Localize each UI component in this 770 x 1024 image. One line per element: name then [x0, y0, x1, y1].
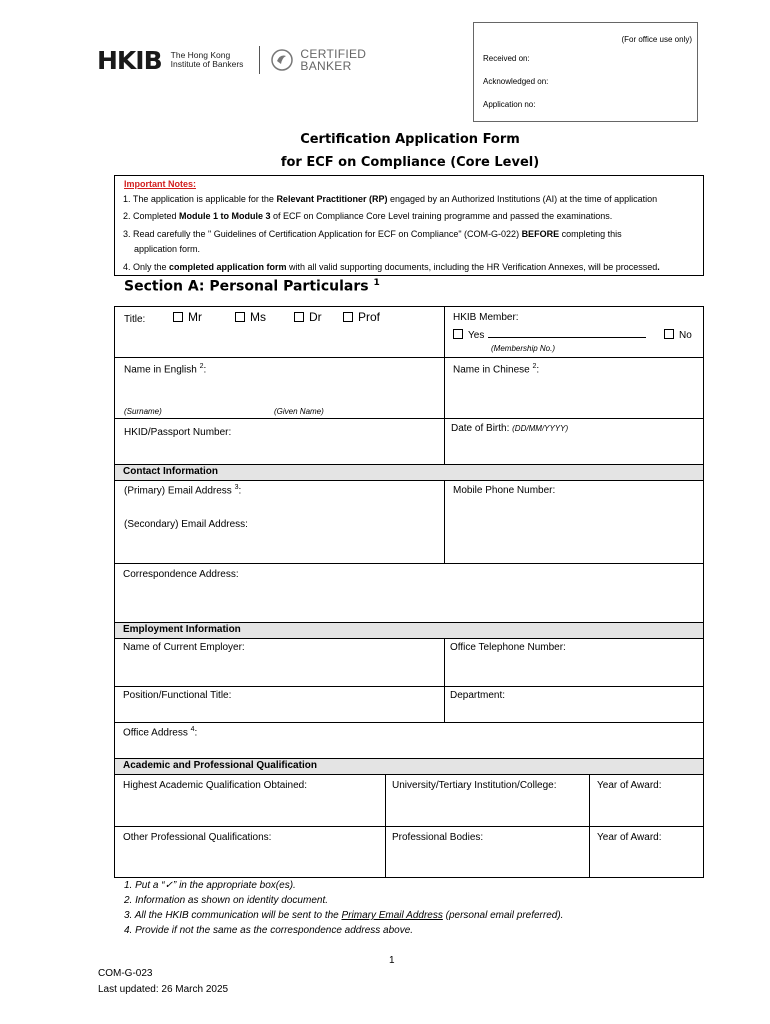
employer-label: Name of Current Employer:	[123, 642, 245, 653]
form-title-line1: Certification Application Form	[300, 132, 520, 147]
contact-info-heading: Contact Information	[123, 466, 218, 477]
checkbox-icon[interactable]	[294, 312, 304, 322]
important-notes-box	[114, 175, 704, 276]
certified-banker-icon	[270, 48, 294, 72]
title-option-ms[interactable]: Ms	[235, 310, 266, 324]
given-name-caption: (Given Name)	[274, 407, 324, 416]
footnote-3: 3. All the HKIB communication will be sent to the Primary Email Address (personal email preferred).	[124, 910, 564, 921]
year-of-award-2-label: Year of Award:	[597, 832, 662, 843]
row-line	[115, 774, 703, 775]
row-line	[115, 464, 703, 465]
logo-separator	[259, 46, 260, 74]
form-title-line2: for ECF on Compliance (Core Level)	[280, 155, 540, 170]
checkbox-icon[interactable]	[664, 329, 674, 339]
office-use-box	[473, 22, 698, 122]
title-option-prof[interactable]: Prof	[343, 310, 380, 324]
hkib-member-no[interactable]: No	[664, 329, 692, 341]
col-line	[444, 307, 445, 464]
name-english-label: Name in English $^2$:	[124, 363, 207, 376]
section-a-title: Section A: Personal Particulars $^1$	[124, 278, 380, 295]
note-3-cont: application form.	[134, 244, 201, 254]
row-line	[115, 638, 703, 639]
acknowledged-on-label: Acknowledged on:	[483, 77, 549, 86]
mobile-label: Mobile Phone Number:	[453, 485, 556, 496]
footnote-4: 4. Provide if not the same as the correspondence address above.	[124, 925, 414, 936]
highest-qualification-label: Highest Academic Qualification Obtained:	[123, 780, 307, 791]
row-line	[115, 826, 703, 827]
year-of-award-label: Year of Award:	[597, 780, 662, 791]
row-line	[115, 722, 703, 723]
note-4: 4. Only the completed application form with all valid supporting documents, including the HR Verification Annexes, will be processed.	[123, 262, 660, 272]
university-label: University/Tertiary Institution/College:	[392, 780, 557, 791]
primary-email-label: (Primary) Email Address $^3$:	[124, 484, 242, 497]
name-chinese-label: Name in Chinese $^2$:	[453, 363, 540, 376]
row-line	[115, 480, 703, 481]
checkbox-icon[interactable]	[235, 312, 245, 322]
office-tel-label: Office Telephone Number:	[450, 642, 566, 653]
certified-banker-text: CERTIFIED BANKER	[300, 47, 367, 73]
hkid-label: HKID/Passport Number:	[124, 427, 232, 438]
employment-info-heading: Employment Information	[123, 624, 241, 635]
row-line	[115, 758, 703, 759]
secondary-email-label: (Secondary) Email Address:	[124, 519, 248, 530]
row-line	[115, 418, 703, 419]
row-line	[115, 563, 703, 564]
hkib-member-label: HKIB Member:	[453, 312, 519, 323]
note-1: 1. The application is applicable for the Relevant Practitioner (RP) engaged by an Authorized Institutions (AI) at the time of application	[123, 194, 658, 204]
membership-no-field[interactable]	[488, 329, 646, 338]
professional-bodies-label: Professional Bodies:	[392, 832, 484, 843]
personal-particulars-form	[114, 306, 704, 878]
membership-no-caption: (Membership No.)	[491, 344, 556, 353]
note-3: 3. Read carefully the " Guidelines of Certification Application for ECF on Compliance" (COM-G-022) BEFORE completing this	[123, 229, 622, 239]
col-line	[589, 774, 590, 878]
title-option-mr[interactable]: Mr	[173, 310, 202, 324]
dob-label: Date of Birth: (DD/MM/YYYY)	[451, 423, 569, 434]
other-qualifications-label: Other Professional Qualifications:	[123, 832, 272, 843]
col-line	[444, 480, 445, 563]
hkib-logo	[97, 44, 366, 76]
application-no-label: Application no:	[483, 100, 536, 109]
academic-heading: Academic and Professional Qualification	[123, 760, 317, 771]
row-line	[115, 357, 703, 358]
checkbox-icon[interactable]	[173, 312, 183, 322]
logo-wordmark: HKIB	[97, 45, 162, 75]
received-on-label: Received on:	[483, 54, 530, 63]
office-use-title: (For office use only)	[621, 35, 692, 44]
department-label: Department:	[450, 690, 506, 701]
footnote-2: 2. Information as shown on identity document.	[124, 895, 329, 906]
row-line	[115, 686, 703, 687]
title-label: Title:	[124, 314, 146, 325]
office-address-label: Office Address $^4$:	[123, 726, 198, 739]
row-line	[115, 622, 703, 623]
logo-subtitle: The Hong Kong Institute of Bankers	[170, 50, 244, 69]
note-2: 2. Completed Module 1 to Module 3 of ECF on Compliance Core Level training programme and passed the examinations.	[123, 211, 613, 221]
surname-caption: (Surname)	[124, 407, 162, 416]
position-label: Position/Functional Title:	[123, 690, 232, 701]
page-number: 1	[389, 955, 395, 966]
col-line	[444, 638, 445, 722]
last-updated: Last updated: 26 March 2025	[98, 984, 229, 995]
hkib-member-yes[interactable]: Yes	[453, 329, 646, 341]
footnote-1: 1. Put a “✓” in the appropriate box(es).	[124, 880, 296, 891]
checkbox-icon[interactable]	[343, 312, 353, 322]
col-line	[385, 774, 386, 878]
checkbox-icon[interactable]	[453, 329, 463, 339]
correspondence-address-label: Correspondence Address:	[123, 569, 239, 580]
notes-heading: Important Notes:	[124, 179, 196, 189]
title-option-dr[interactable]: Dr	[294, 310, 322, 324]
document-code: COM-G-023	[98, 968, 153, 979]
